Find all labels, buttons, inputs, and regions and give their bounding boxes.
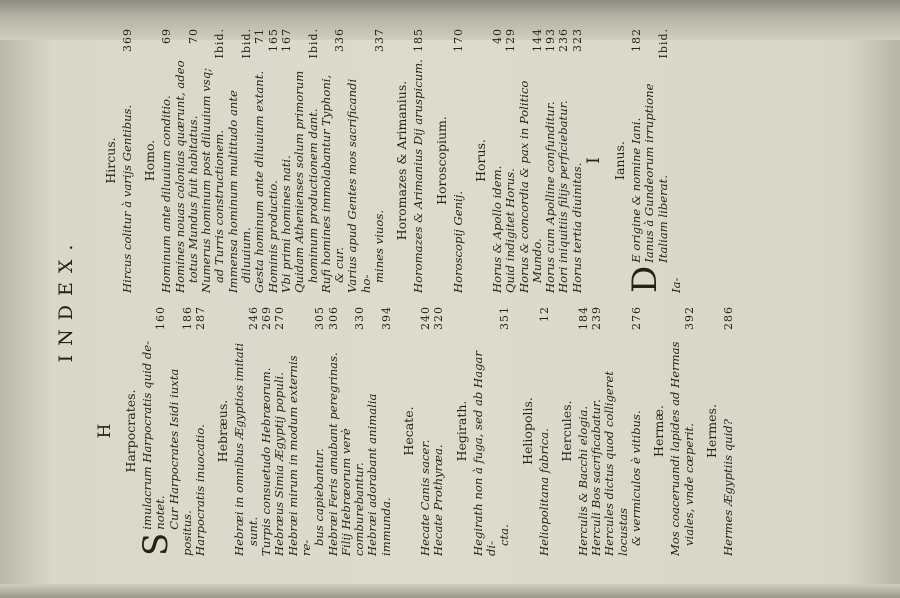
index-entry [240,28,253,293]
page-number: 246 [246,306,260,330]
entry-text: Filij Hebræorum verè comburebantur. [338,428,367,556]
entry-text: ad Turris constructionem. [212,129,227,283]
page-number: 165 [266,28,280,52]
page-number: 186 [180,306,194,330]
entry-heading: Ianus. [612,141,628,180]
entry-heading: Homo. [142,139,158,182]
page-number: 306 [326,306,340,330]
index-entry [320,28,333,293]
entry-text: Quid indigitet Horus. [503,168,518,293]
page-number: 330 [353,306,367,330]
index-entry [722,306,735,556]
page-number: 323 [570,28,584,52]
index-entry [590,306,603,556]
page-number: 369 [121,28,134,52]
index-entry [333,28,346,293]
entry-heading: Hegirath. [453,400,469,462]
index-entry [630,306,643,556]
index-entry [412,28,425,293]
page-number: 392 [682,306,696,330]
page-number: Ibid. [306,28,320,59]
entry-text: Hori iniquitiis filijs perficiebatur. [556,100,571,293]
page-number: 270 [273,306,287,330]
page-number: Ibid. [656,28,670,59]
index-entry [603,306,630,556]
index-entry [154,306,167,556]
page-number: 71 [253,28,267,44]
index-entry [200,28,213,293]
index-entry [538,306,551,556]
page-number: Ibid. [240,28,254,59]
entry-text: cta. [497,524,512,546]
entry-text: Homines nouas colonias quærunt, adeo [172,60,187,293]
index-entry [187,28,200,293]
entry-text: Horomazes & Arimanius Dij aruspicum. [411,59,426,293]
entry-heading: Hermæ. [651,405,667,457]
entry-text: Hercules dictus quod colligeret locustas [602,371,630,556]
page-number: 144 [530,28,544,52]
entry-text: Italiam liberat. [655,175,670,263]
entry-text: Hominis productio. [265,180,280,293]
page-number: 305 [313,306,327,330]
entry-text: imulacrum Harpocratis quid de- [140,340,154,530]
index-entry [498,306,511,556]
entry-text: E origine & nomine Iani. [629,117,644,263]
page-number: 184 [576,306,590,330]
page-number: 70 [186,28,200,44]
entry-text: Harpocratis inuocatio. [193,424,208,556]
entry-text: Immensa hominum multitudo ante [225,90,240,293]
entry-text: Quidam Athenienses solum primorum [292,70,307,293]
entry-text: Hermes Ægyptiis quid? [720,419,735,556]
index-entry [518,28,531,293]
index-entry [313,306,326,556]
entry-text: Herculis & Bacchi elogia. [575,405,590,556]
entry-text: Herculi Bos sacrificabatur. [589,399,604,556]
index-entry [432,306,445,556]
entry-heading: Horoscopium. [433,116,449,205]
entry-heading: Horus. [472,139,488,182]
index-entry [121,28,134,293]
letter-heading: I [584,157,605,164]
page-number: 160 [154,306,168,330]
index-entry [419,306,432,556]
entry-text: Rufi homines immolabantur Typhoni, [318,74,333,293]
entry-text: Mos coaceruandi lapides ad Hermas [668,341,683,556]
entry-text: Horus cum Apolline confunditur. [543,101,558,293]
entry-text: totus Mundus fuit habitatus. [185,115,200,283]
entry-heading: Hermes. [703,404,719,458]
entry-text: notet. [153,495,168,530]
page-title: INDEX. [55,235,77,363]
page-number: Ibid. [213,28,227,59]
entry-text: & cur. [332,247,347,283]
entry-text: Hebræus Simia Ægyptij populi. [272,372,287,556]
page-number: 320 [432,306,446,330]
index-entry [260,306,273,556]
entry-text: Hominum ante diluuium conditio. [159,95,174,293]
entry-text: Horoscopij Genij. [450,190,465,293]
index-column-left [95,306,735,556]
entry-text: Hecate Prothyræa. [431,444,446,556]
entry-text: bus capiebantur. [312,448,327,546]
index-entry [280,28,293,293]
index-entry [174,28,187,293]
entry-text: Turpis consuetudo Hebræorum. [259,367,274,556]
index-entry [293,28,306,293]
entry-text: sunt. [245,516,260,546]
page-number: 286 [721,306,735,330]
entry-text: Numerus hominum post diluuium vsq; [199,67,214,293]
page-number: 193 [544,28,558,52]
index-entry [273,306,286,556]
page-number: 394 [379,306,393,330]
index-entry [670,28,683,293]
index-entry [287,306,314,556]
page-number: 276 [630,306,644,330]
entry-text: Hebræi mirum in modum externis re- [285,355,313,556]
page-number: 236 [557,28,571,52]
entry-text: Mundo. [529,238,544,283]
index-entry [452,28,465,293]
index-entry [504,28,517,293]
index-entry [657,28,670,293]
entry-text: Ia- [668,277,683,293]
index-column-right [95,28,683,293]
page-number: 69 [160,28,174,44]
entry-heading: Horomazes & Arimanius. [394,80,410,241]
entry-text: Horus & Apollo idem. [489,165,504,293]
page-number: 185 [412,28,426,52]
index-entry [373,28,386,293]
page-number: 351 [498,306,512,330]
drop-cap: S [136,532,176,556]
page-number: 182 [630,28,644,52]
entry-text: Vbi primi homines nati. [278,155,293,293]
index-entry [233,306,246,556]
index-entry [307,28,320,293]
index-entry [327,306,340,556]
entry-text: & vermiculos è vitibus. [629,410,644,546]
entry-text: Hegirath non à fuga, sed ab Hagar di- [470,351,498,556]
drop-cap: D [625,265,666,293]
entry-heading: Hebræus. [215,399,231,463]
entry-text: Varius apud Gentes mos sacrificandi ho- [345,78,373,293]
entry-text: hominum productionem dant. [305,108,320,283]
letter-heading: H [95,423,115,439]
index-entry [531,28,544,293]
entry-text: Hecate Canis sacer. [418,439,433,556]
entry-heading: Harpocrates. [123,389,138,473]
index-entry [168,306,195,556]
entry-heading: Heliopolis. [519,397,535,465]
entry-heading: Hircus. [103,137,118,184]
page-number: 167 [279,28,293,52]
index-entry [160,28,173,293]
entry-text: viales, vnde cœperit. [681,423,696,546]
page-number: 240 [419,306,433,330]
index-entry [346,28,373,293]
page-number: 40 [490,28,504,44]
index-entry [571,28,584,293]
index-entry [557,28,570,293]
entry-text: Horus tertia diuinitas. [569,162,584,293]
entry-text: Heliopolitana fabrica. [536,428,551,556]
index-entry [253,28,266,293]
entry-text: Horus & concordia & pax in Politico [516,80,531,293]
page-number: 287 [194,306,208,330]
entry-text: Hebræi adorabant animalia immunda. [365,393,393,556]
entry-text: Ianus à Gundeorum irruptione [642,83,657,263]
entry-text: mines viuos. [372,209,387,283]
index-entry [643,28,656,293]
index-entry [366,306,393,556]
index-entry [194,306,207,556]
page-number: 337 [373,28,387,52]
index-entry [491,28,504,293]
page-number: 12 [537,306,551,322]
entry-text: Hebræi Feris amabant peregrinas. [325,352,340,556]
entry-text: diluuium. [239,227,254,283]
page-number: 129 [504,28,518,52]
index-entry [213,28,226,293]
page-number: 239 [590,306,604,330]
index-entry [472,306,499,556]
entry-heading: Hercules. [558,400,574,462]
index-entry [340,306,367,556]
index-entry [267,28,280,293]
index-entry [577,306,590,556]
entry-text: Gesta hominum ante diluuium extant. [252,70,267,293]
entry-text: Hircus colitur à varijs Gentibus. [120,104,134,293]
page-number: 269 [260,306,274,330]
entry-text: Hebræi in omnibus Ægyptios imitati [232,342,247,556]
page-number: 170 [451,28,465,52]
index-entry [227,28,240,293]
page-number: 336 [333,28,347,52]
entry-text: Cur Harpocrates Isidi iuxta positus. [166,368,194,556]
index-entry [544,28,557,293]
entry-heading: Hecate. [401,406,417,456]
index-entry [669,306,682,556]
index-entry [683,306,696,556]
index-entry [247,306,260,556]
